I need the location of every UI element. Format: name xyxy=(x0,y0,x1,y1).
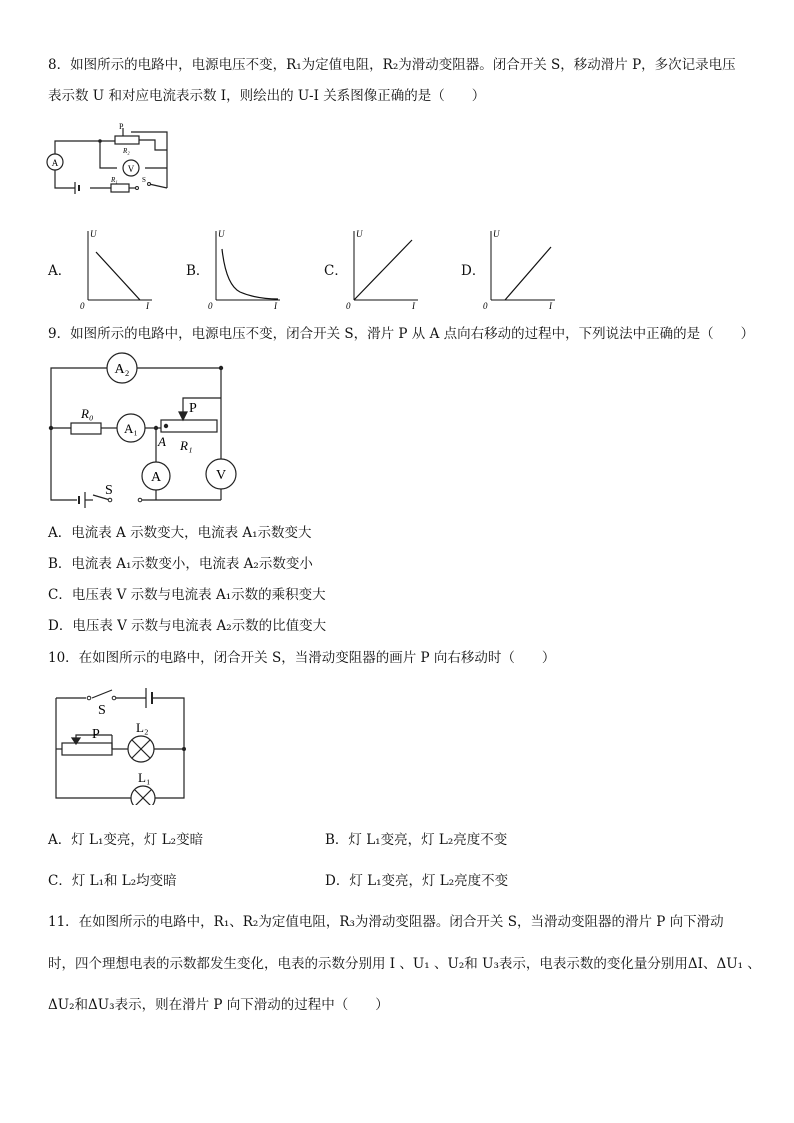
q9-r0-label: R₀ xyxy=(81,406,94,421)
q8-slider-label: P xyxy=(119,122,124,131)
q9-a-label: A xyxy=(150,470,162,485)
q9-v-label: V xyxy=(215,468,227,483)
q9-a2-label: A₂ xyxy=(114,362,130,377)
q8-a-origin: 0 xyxy=(80,301,85,310)
q8-stem-line2: 表示数 U 和对应电流表示数 I，则绘出的 U-I 关系图像正确的是（ ） xyxy=(48,88,486,104)
q9-p-label: P xyxy=(189,401,197,416)
q8-a-y-axis-label: U xyxy=(90,229,97,239)
q10-stem: 10．在如图所示的电路中，闭合开关 S，当滑动变阻器的画片 P 向右移动时（ ） xyxy=(48,650,556,666)
q8-stem-line1: 8．如图所示的电路中，电源电压不变，R₁为定值电阻，R₂为滑动变阻器。闭合开关 S，移动滑片 P，多次记录电压 xyxy=(48,57,736,73)
q8-d-origin: 0 xyxy=(483,301,488,310)
q8-c-origin: 0 xyxy=(346,301,351,310)
q8-option-b-graph xyxy=(206,225,286,310)
q9-a1-label: A₁ xyxy=(124,421,138,436)
q10-option-c: C．灯 L₁和 L₂均变暗 xyxy=(48,873,177,889)
q9-s-label: S xyxy=(105,483,113,498)
q8-c-y-axis-label: U xyxy=(356,229,363,239)
q8-c-x-axis-label: I xyxy=(412,301,415,310)
q8-option-d-label: D． xyxy=(461,263,486,279)
q8-option-d-graph xyxy=(481,225,561,310)
q8-option-a-graph xyxy=(78,225,158,310)
q8-b-origin: 0 xyxy=(208,301,213,310)
q10-p-label: P xyxy=(92,727,100,742)
q8-b-x-axis-label: I xyxy=(274,301,277,310)
q9-stem: 9．如图所示的电路中，电源电压不变，闭合开关 S，滑片 P 从 A 点向右移动的过程中，下列说法中正确的是（ ） xyxy=(48,326,755,342)
q8-a-curve xyxy=(96,252,140,300)
q11-stem-line3: ΔU₂和ΔU₃表示，则在滑片 P 向下滑动的过程中（ ） xyxy=(48,997,389,1013)
q8-b-y-axis-label: U xyxy=(218,229,225,239)
q8-c-curve xyxy=(354,240,412,300)
q8-option-a-label: A． xyxy=(48,263,72,279)
q8-option-b-label: B． xyxy=(186,263,210,279)
q11-stem-line1: 11．在如图所示的电路中，R₁、R₂为定值电阻，R₃为滑动变阻器。闭合开关 S，当滑动变阻器的滑片 P 向下滑动 xyxy=(48,914,724,930)
q8-option-c-graph xyxy=(344,225,424,310)
q8-r2-label: R₂ xyxy=(123,147,130,155)
q8-d-curve xyxy=(505,247,551,300)
q8-d-y-axis-label: U xyxy=(493,229,500,239)
q8-option-c-label: C． xyxy=(324,263,348,279)
q8-a-x-axis-label: I xyxy=(146,301,149,310)
q9-option-c: C．电压表 V 示数与电流表 A₁示数的乘积变大 xyxy=(48,587,326,603)
q9-circuit-diagram xyxy=(45,350,245,510)
q8-b-curve xyxy=(222,249,278,299)
q10-option-d: D．灯 L₁变亮，灯 L₂亮度不变 xyxy=(325,873,509,889)
q10-s-label: S xyxy=(98,703,106,718)
q10-l1-label: L₁ xyxy=(138,770,151,785)
q9-a-point-label: A xyxy=(158,434,166,449)
q10-option-b: B．灯 L₁变亮，灯 L₂亮度不变 xyxy=(325,832,508,848)
q9-option-b: B．电流表 A₁示数变小，电流表 A₂示数变小 xyxy=(48,556,313,572)
q8-d-x-axis-label: I xyxy=(549,301,552,310)
q11-stem-line2: 时，四个理想电表的示数都发生变化，电表的示数分别用 I 、U₁ 、U₂和 U₃表示，电表示数的变化量分别用ΔI、ΔU₁ 、 xyxy=(48,956,761,972)
q9-r1-label: R₁ xyxy=(180,438,193,453)
q9-option-a: A．电流表 A 示数变大，电流表 A₁示数变大 xyxy=(48,525,312,541)
q8-switch-label: S xyxy=(142,176,146,184)
q8-voltmeter-label: V xyxy=(127,164,135,174)
q10-circuit-diagram xyxy=(50,680,200,805)
q8-circuit-diagram xyxy=(45,120,185,210)
q9-option-d: D．电压表 V 示数与电流表 A₂示数的比值变大 xyxy=(48,618,327,634)
q8-r1-label: R₁ xyxy=(111,176,118,184)
q10-l2-label: L₂ xyxy=(136,720,149,735)
q10-option-a: A．灯 L₁变亮，灯 L₂变暗 xyxy=(48,832,204,848)
q8-ammeter-label: A xyxy=(51,158,59,168)
